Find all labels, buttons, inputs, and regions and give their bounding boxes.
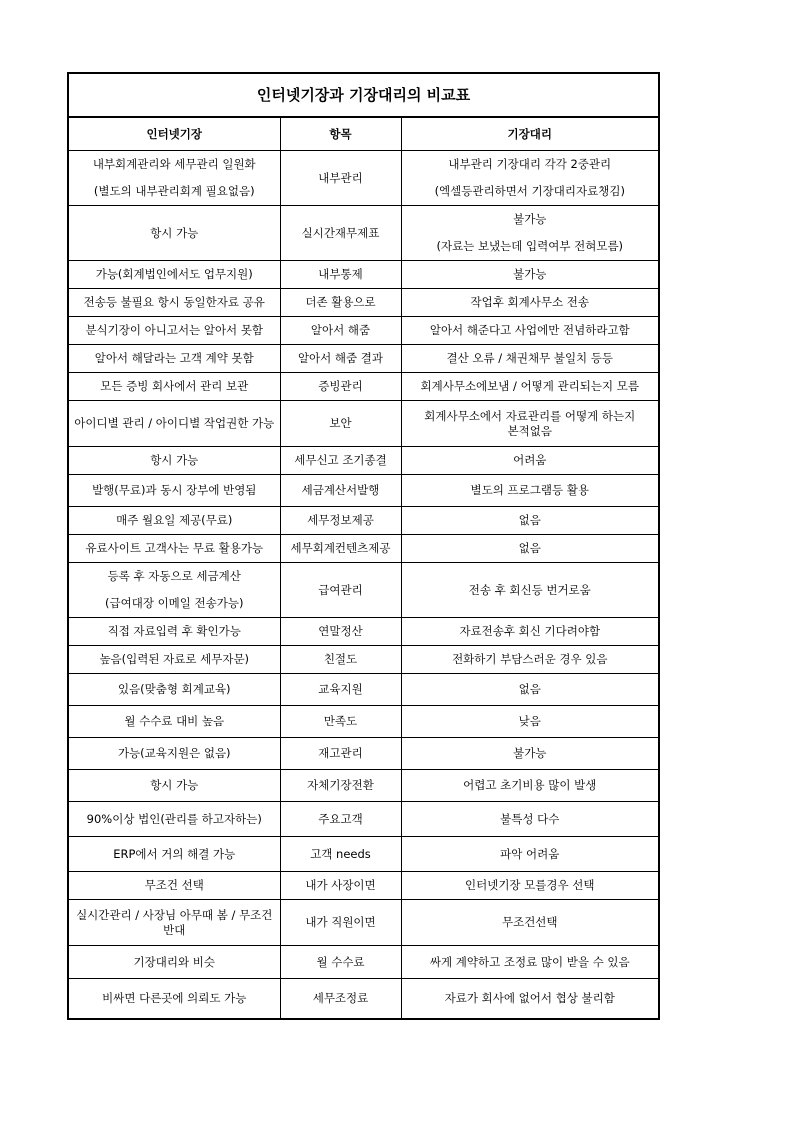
table-row [68,475,659,507]
cell-internet [68,507,280,535]
cell-text: 내부통제 [318,267,363,281]
cell-agent [401,646,659,674]
cell-text: 회계사무소에보냄 / 어떻게 관리되는지 모름 [420,379,639,393]
cell-item [280,738,401,770]
cell-text: ERP에서 거의 해결 가능 [113,846,236,861]
table-row [68,563,659,618]
cell-text: 실시간관리 / 사장님 아무때 봄 / 무조건 반대 [76,907,273,937]
cell-text: 무조건 선택 [144,878,204,892]
cell-item [280,317,401,345]
cell-text: 무조건선택 [501,915,558,929]
cell-text: 내부관리 기장대리 각각 2중관리 [448,157,612,171]
cell-internet [68,563,280,618]
cell-internet [68,618,280,646]
cell-item [280,770,401,802]
cell-item [280,563,401,618]
cell-agent [401,738,659,770]
cell-text: 등록 후 자동으로 세금계산 [107,569,241,583]
cell-agent [401,535,659,563]
cell-item [280,401,401,447]
cell-item [280,345,401,373]
cell-text: 월 수수료 대비 높음 [124,714,225,728]
cell-internet [68,770,280,802]
cell-text: 없음 [518,513,541,527]
cell-internet [68,837,280,872]
cell-agent [401,401,659,447]
cell-item [280,535,401,563]
cell-text: 고객 needs [310,846,371,861]
cell-text: 전송 후 회신등 번거로움 [468,582,591,597]
cell-text: 분식기장이 아니고서는 알아서 못함 [85,323,264,337]
cell-agent [401,770,659,802]
cell-text: 작업후 회계사무소 전송 [470,295,589,309]
cell-text: 세금계산서발행 [301,483,380,497]
cell-text: 어렵고 초기비용 많이 발생 [463,778,597,792]
cell-text: 유료사이트 고객사는 무료 활용가능 [85,541,264,555]
cell-item [280,872,401,900]
cell-text: 알아서 해줌 결과 [297,351,384,365]
cell-agent [401,475,659,507]
table-row [68,837,659,872]
cell-text: 세무조정료 [312,990,369,1005]
table-row [68,946,659,979]
table-title: 인터넷기장과 기장대리의 비교표 [68,73,659,117]
cell-agent [401,151,659,206]
cell-text: 자료가 회사에 없어서 협상 불리함 [444,990,615,1005]
cell-item [280,447,401,475]
cell-text: 90%이상 법인(관리를 하고자하는) [86,811,262,826]
cell-text: 알아서 해달라는 고객 계약 못함 [94,351,254,365]
cell-text: 불특성 다수 [500,811,560,826]
cell-text: 내가 사장이면 [305,878,376,892]
cell-text: 증빙관리 [318,379,363,393]
cell-agent [401,674,659,706]
cell-agent [401,507,659,535]
cell-item [280,475,401,507]
cell-text: 인터넷기장 모를경우 선택 [465,878,595,892]
cell-text: 실시간재무제표 [301,225,380,240]
cell-agent [401,563,659,618]
cell-text: 낮음 [518,714,541,728]
cell-agent [401,317,659,345]
cell-agent [401,289,659,317]
cell-item [280,802,401,837]
cell-internet [68,151,280,206]
cell-agent [401,261,659,289]
cell-text: 자료전송후 회신 기다려야함 [459,624,601,638]
cell-text: 연말정산 [318,624,363,638]
table-row [68,151,659,206]
cell-text: 세무정보제공 [307,513,374,527]
cell-internet [68,475,280,507]
table-body [68,151,659,1019]
cell-text: 가능(교육지원은 없음) [117,746,231,760]
cell-text: 내가 직원이면 [305,915,376,929]
cell-agent [401,802,659,837]
cell-agent [401,706,659,738]
table-row [68,261,659,289]
cell-text: (급여대장 이메일 전송가능) [105,596,244,610]
cell-text: 없음 [518,541,541,555]
cell-text: 더존 활용으로 [305,295,376,309]
cell-internet [68,345,280,373]
cell-text: 발행(무료)과 동시 장부에 반영됨 [92,483,257,497]
table-row [68,345,659,373]
cell-text: 만족도 [323,714,358,728]
cell-text: 월 수수료 [316,954,365,969]
cell-agent [401,447,659,475]
cell-text: 어려움 [513,453,547,467]
cell-text: 회계사무소에서 자료관리를 어떻게 하는지 본적없음 [424,408,636,438]
table-row [68,646,659,674]
cell-text: (자료는 보냈는데 입력여부 전혀모름) [436,239,624,253]
cell-item [280,646,401,674]
cell-internet [68,979,280,1019]
cell-text: 전화하기 부담스러운 경우 있음 [452,652,608,666]
cell-item [280,261,401,289]
cell-internet [68,401,280,447]
cell-text: 별도의 프로그램등 활용 [470,483,589,497]
cell-item [280,946,401,979]
cell-text: 주요고객 [318,811,363,826]
cell-internet [68,646,280,674]
cell-item [280,900,401,946]
table-row [68,706,659,738]
cell-text: 불가능 [513,212,547,226]
cell-item [280,507,401,535]
cell-internet [68,900,280,946]
cell-text: 높음(입력된 자료로 세무자문) [99,652,250,666]
table-row [68,289,659,317]
table-row [68,738,659,770]
cell-internet [68,674,280,706]
cell-text: (엑셀등관리하면서 기장대리자료챙김) [434,184,625,198]
cell-agent [401,946,659,979]
table-row [68,535,659,563]
cell-text: 있음(맞춤형 회계교육) [117,682,231,696]
cell-item [280,979,401,1019]
cell-internet [68,447,280,475]
cell-item [280,706,401,738]
cell-internet [68,706,280,738]
cell-agent [401,900,659,946]
cell-text: 내부관리 [318,170,363,185]
cell-text: 알아서 해준다고 사업에만 전념하라고함 [429,323,630,337]
cell-item [280,151,401,206]
cell-text: 가능(회계법인에서도 업무지원) [95,267,253,281]
cell-text: 내부회계관리와 세무관리 일원화 [92,157,256,171]
table-row [68,674,659,706]
header-row [68,117,659,151]
table-row [68,507,659,535]
table-row [68,802,659,837]
cell-text: 친절도 [323,652,358,666]
cell-agent [401,837,659,872]
cell-text: 보안 [329,416,352,430]
table-row [68,447,659,475]
cell-text: 항시 가능 [150,225,199,240]
cell-text: 결산 오류 / 채권채무 불일치 등등 [446,351,614,365]
cell-text: 항시 가능 [150,778,199,792]
cell-text: 직접 자료입력 후 확인가능 [107,624,241,638]
cell-text: 모든 증빙 회사에서 관리 보관 [100,379,249,393]
cell-text: 급여관리 [318,582,363,597]
cell-agent [401,373,659,401]
cell-item [280,206,401,261]
cell-text: 없음 [518,682,541,696]
cell-internet [68,802,280,837]
cell-internet [68,535,280,563]
cell-text: 세무신고 조기종결 [294,453,387,467]
table-row [68,770,659,802]
cell-text: 매주 월요일 제공(무료) [116,513,233,527]
cell-text: 파악 어려움 [500,846,560,861]
cell-item [280,618,401,646]
cell-internet [68,373,280,401]
cell-item [280,674,401,706]
cell-text: 싸게 계약하고 조정료 많이 받을 수 있음 [429,954,630,969]
cell-internet [68,206,280,261]
title-row [68,73,659,117]
table-row [68,618,659,646]
cell-item [280,373,401,401]
cell-text: 비싸면 다른곳에 의뢰도 가능 [102,990,247,1005]
column-header-agent: 기장대리 [401,117,659,151]
cell-text: 재고관리 [318,746,363,760]
cell-text: 아이디별 관리 / 아이디별 작업권한 가능 [74,416,275,430]
cell-internet [68,738,280,770]
cell-internet [68,261,280,289]
cell-agent [401,618,659,646]
cell-text: 항시 가능 [150,453,199,467]
table-row [68,401,659,447]
cell-agent [401,345,659,373]
cell-agent [401,979,659,1019]
cell-item [280,837,401,872]
cell-text: 자체기장전환 [307,778,374,792]
cell-text: 알아서 해줌 [310,323,371,337]
cell-text: 세무회계컨텐츠제공 [290,541,391,555]
cell-internet [68,289,280,317]
column-header-internet: 인터넷기장 [68,117,280,151]
cell-text: 교육지원 [318,682,363,696]
table-row [68,206,659,261]
cell-internet [68,946,280,979]
cell-text: 불가능 [513,267,547,281]
cell-text: 불가능 [513,746,547,760]
comparison-table [67,72,660,1020]
cell-agent [401,206,659,261]
column-header-item: 항목 [280,117,401,151]
cell-internet [68,872,280,900]
table-row [68,872,659,900]
table-row [68,373,659,401]
cell-agent [401,872,659,900]
table-row [68,317,659,345]
table-row [68,979,659,1019]
cell-text: (별도의 내부관리회계 필요없음) [93,184,255,198]
cell-text: 기장대리와 비슷 [133,954,215,969]
cell-internet [68,317,280,345]
cell-item [280,289,401,317]
cell-text: 전송등 불필요 항시 동일한자료 공유 [83,295,265,309]
table-row [68,900,659,946]
